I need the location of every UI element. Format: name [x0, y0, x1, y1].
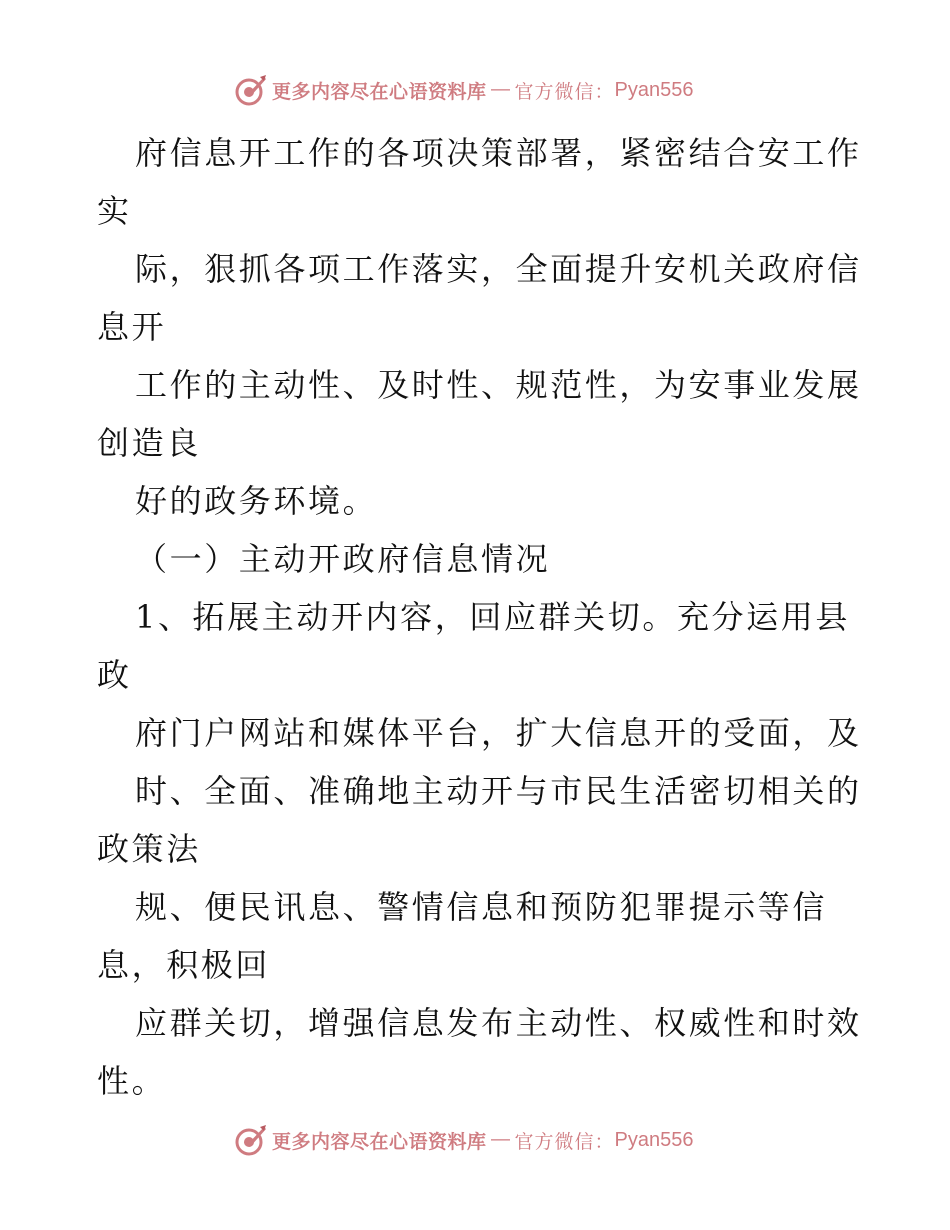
- text-line: 政: [97, 656, 132, 694]
- text-line: 实: [97, 192, 132, 230]
- watermark-label: 官方微信：: [514, 80, 615, 103]
- text-line: 性。: [97, 1062, 167, 1100]
- text-line: 规、便民讯息、警情信息和预防犯罪提示等信: [135, 888, 828, 926]
- text-line: 1、拓展主动开内容，回应群关切。充分运用县: [135, 598, 850, 636]
- text-line: 际，狠抓各项工作落实，全面提升安机关政府信: [135, 250, 862, 288]
- text-line: 创造良: [97, 424, 201, 462]
- text-line: 好的政务环境。: [135, 482, 378, 520]
- watermark-footer: [234, 1122, 694, 1158]
- text-line: 政策法: [97, 830, 201, 868]
- watermark-dash: —: [491, 1129, 511, 1150]
- watermark-header: [234, 72, 694, 108]
- text-line: 息，积极回: [97, 946, 271, 984]
- text-line: 应群关切，增强信息发布主动性、权威性和时效: [135, 1004, 862, 1042]
- text-line: 府信息开工作的各项决策部署，紧密结合安工作: [135, 134, 862, 172]
- text-line: 时、全面、准确地主动开与市民生活密切相关的: [135, 772, 862, 810]
- watermark-text: 更多内容尽在心语资料库: [272, 1130, 487, 1153]
- text-line: 工作的主动性、及时性、规范性，为安事业发展: [135, 366, 862, 404]
- watermark-wechat-id: Pyan556: [614, 78, 694, 101]
- section-heading: （一）主动开政府信息情况: [135, 540, 551, 578]
- watermark-text: 更多内容尽在心语资料库: [272, 80, 487, 103]
- watermark-dash: —: [491, 79, 511, 100]
- quill-logo-icon: [234, 73, 268, 107]
- watermark-label: 官方微信：: [514, 1130, 615, 1153]
- watermark-wechat-id: Pyan556: [614, 1128, 694, 1151]
- body-text: [97, 124, 877, 1110]
- text-line: 府门户网站和媒体平台，扩大信息开的受面，及: [135, 714, 862, 752]
- text-line: 息开: [97, 308, 167, 346]
- quill-logo-icon: [234, 1123, 268, 1157]
